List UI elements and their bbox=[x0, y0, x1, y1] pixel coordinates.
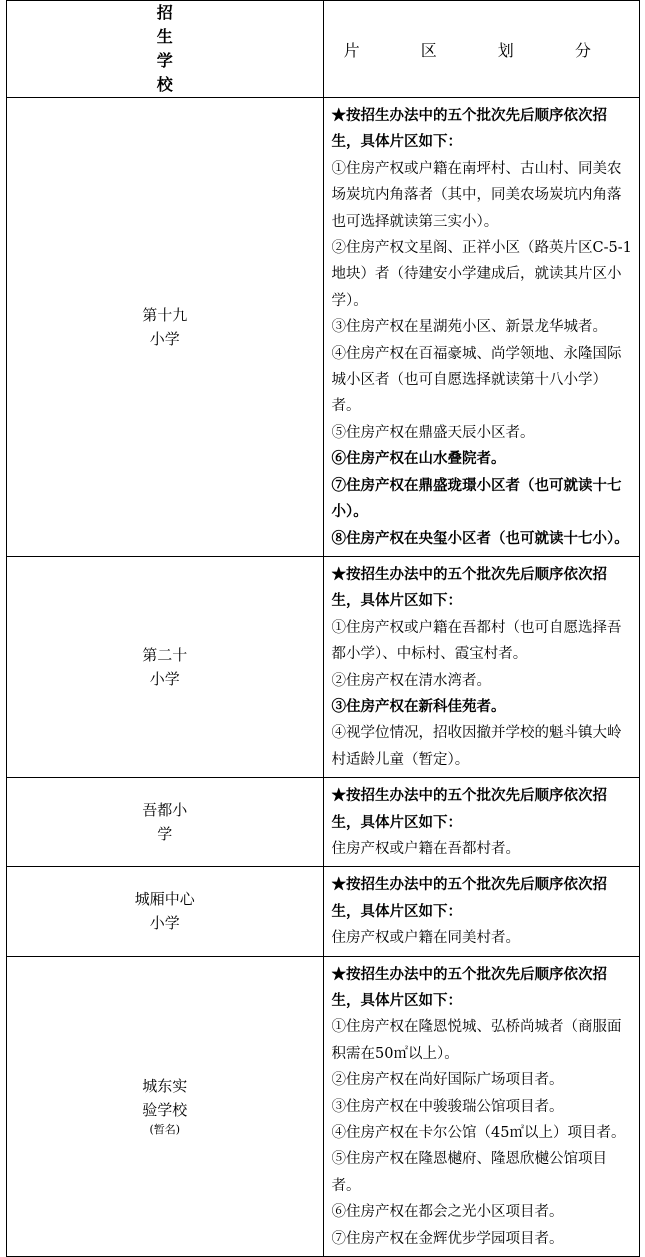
school-cell bbox=[7, 956, 324, 1256]
zone-item: ③住房产权在新科佳苑者。 bbox=[331, 697, 506, 715]
table-row bbox=[7, 778, 640, 867]
school-name: 吾都小学 bbox=[142, 801, 188, 844]
header-zone-label: 片 区 划 分 bbox=[343, 40, 619, 60]
table-header-row bbox=[7, 1, 640, 98]
zone-intro: ★按招生办法中的五个批次先后顺序依次招生，具体片区如下： bbox=[331, 876, 607, 920]
zone-intro: ★按招生办法中的五个批次先后顺序依次招生，具体片区如下： bbox=[331, 107, 607, 151]
zone-intro: ★按招生办法中的五个批次先后顺序依次招生，具体片区如下： bbox=[331, 787, 607, 831]
enrollment-zone-table bbox=[6, 0, 640, 1257]
school-name: 第二十小学 bbox=[142, 646, 188, 689]
zone-item: ⑤住房产权在隆恩樾府、隆恩欣樾公馆项目者。 bbox=[331, 1151, 607, 1194]
zone-item: ①住房产权在隆恩悦城、弘桥尚城者（商服面积需在50㎡以上）。 bbox=[331, 1019, 622, 1062]
school-cell bbox=[7, 556, 324, 777]
header-school-column bbox=[7, 1, 324, 98]
school-name: 城厢中心小学 bbox=[134, 890, 195, 933]
zone-item: ⑦住房产权在金辉优步学园项目者。 bbox=[331, 1230, 564, 1247]
zone-item: ⑤住房产权在鼎盛天辰小区者。 bbox=[331, 424, 535, 441]
zone-item: ⑥住房产权在都会之光小区项目者。 bbox=[331, 1204, 564, 1221]
zone-item: ③住房产权在星湖苑小区、新景龙华城者。 bbox=[331, 319, 607, 336]
enrollment-zone-table-wrapper bbox=[6, 0, 640, 1247]
zone-item: ②住房产权文星阁、正祥小区（路英片区C-5-1地块）者（待建安小学建成后，就读其片区小学）。 bbox=[331, 240, 632, 309]
zone-item: ②住房产权在清水湾者。 bbox=[331, 672, 491, 689]
zone-intro: ★按招生办法中的五个批次先后顺序依次招生，具体片区如下： bbox=[331, 965, 607, 1009]
zone-item: ②住房产权在尚好国际广场项目者。 bbox=[331, 1072, 564, 1089]
table-row bbox=[7, 98, 640, 557]
zone-item: ④住房产权在百福豪城、尚学领地、永隆国际城小区者（也可自愿选择就读第十八小学）者。 bbox=[331, 345, 622, 415]
zone-intro: ★按招生办法中的五个批次先后顺序依次招生，具体片区如下： bbox=[331, 565, 607, 610]
school-cell bbox=[7, 98, 324, 557]
zone-item: ⑥住房产权在山水叠院者。 bbox=[331, 450, 506, 468]
header-zone-column bbox=[323, 1, 640, 98]
zone-item: 住房产权或户籍在吾都村者。 bbox=[331, 840, 520, 857]
zone-item: ④视学位情况，招收因撤并学校的魁斗镇大岭村适龄儿童（暂定）。 bbox=[331, 725, 622, 768]
zone-cell bbox=[323, 556, 640, 777]
zone-item: ⑦住房产权在鼎盛珑璟小区者（也可就读十七小）。 bbox=[331, 476, 622, 521]
header-school-label: 招生学校 bbox=[156, 3, 173, 94]
school-cell bbox=[7, 867, 324, 956]
zone-item: ①住房产权或户籍在南坪村、古山村、同美农场炭坑内角落者（其中，同美农场炭坑内角落也可选择就读第三实小）。 bbox=[331, 160, 622, 230]
zone-item: 住房产权或户籍在同美村者。 bbox=[331, 930, 520, 947]
zone-item: ③住房产权在中骏骏瑞公馆项目者。 bbox=[331, 1098, 564, 1115]
school-name: 第十九小学 bbox=[142, 305, 188, 348]
zone-item: ①住房产权或户籍在吾都村（也可自愿选择吾都小学）、中标村、霞宝村者。 bbox=[331, 619, 622, 663]
table-row bbox=[7, 556, 640, 777]
table-row bbox=[7, 867, 640, 956]
zone-cell bbox=[323, 867, 640, 956]
table-row bbox=[7, 956, 640, 1256]
zone-cell bbox=[323, 778, 640, 867]
zone-item: ⑧住房产权在央玺小区者（也可就读十七小）。 bbox=[331, 529, 629, 547]
zone-cell bbox=[323, 98, 640, 557]
zone-item: ④住房产权在卡尔公馆（45㎡以上）项目者。 bbox=[331, 1125, 626, 1142]
zone-cell bbox=[323, 956, 640, 1256]
school-name-note: (暂名) bbox=[149, 1123, 181, 1137]
school-name: 城东实验学校 bbox=[142, 1077, 188, 1120]
school-cell bbox=[7, 778, 324, 867]
